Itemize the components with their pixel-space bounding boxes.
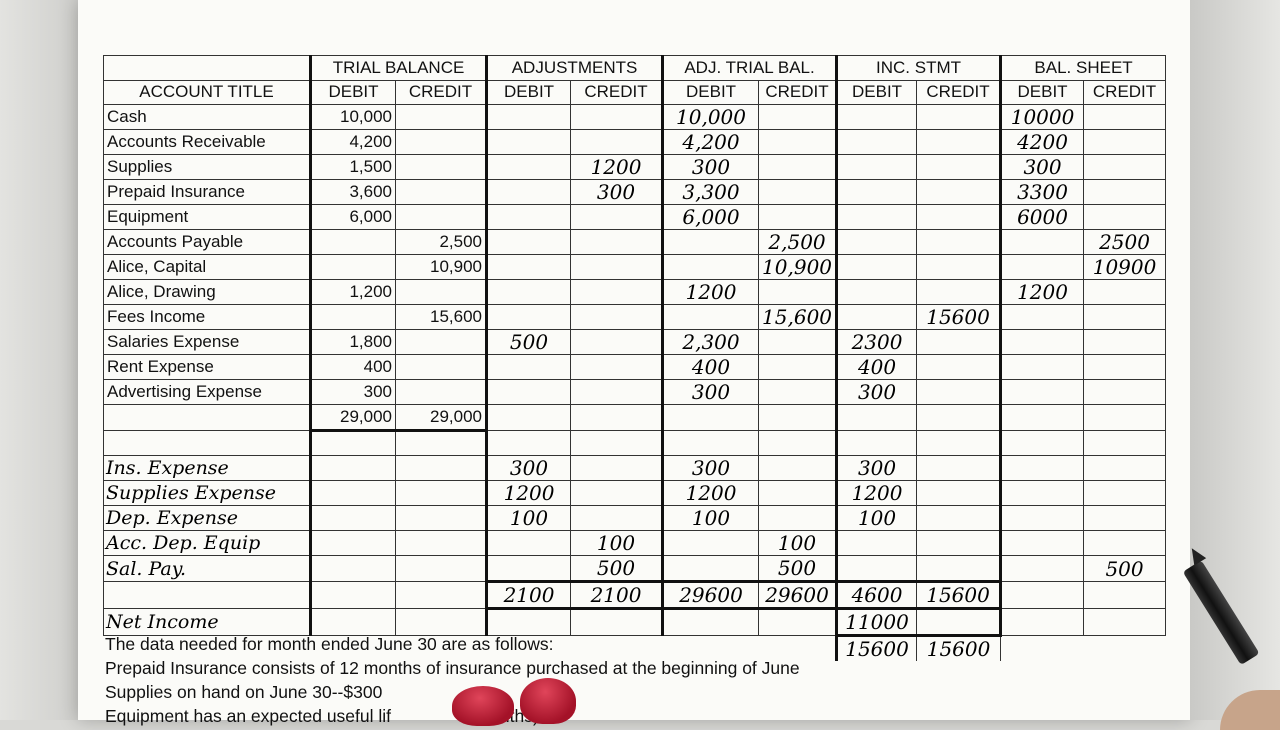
empty-cell [1001,531,1084,556]
blank-title [104,405,311,431]
empty-cell [487,405,571,431]
amount-cell [396,155,487,180]
account-row [104,130,1166,155]
amount-cell [311,305,396,330]
amount-cell [837,280,917,305]
account-title: Alice, Drawing [104,280,311,305]
amount-cell [837,305,917,330]
amount-cell [487,230,571,255]
amount-cell [759,155,837,180]
account-row [104,330,1166,355]
empty-cell [1001,506,1084,531]
amount-cell: 6,000 [311,205,396,230]
empty-cell [571,405,663,431]
amount-cell: 1200 [663,481,759,506]
amount-cell [571,230,663,255]
empty-cell [487,430,571,456]
header-column-row [104,80,1166,105]
adjustment-account-row [104,481,1166,506]
empty-cell [917,506,1001,531]
blank-span [1001,636,1166,662]
fingernail [520,678,576,724]
account-title: Salaries Expense [104,330,311,355]
amount-cell: 1200 [837,481,917,506]
empty-cell [1001,556,1084,582]
account-row [104,380,1166,405]
amount-cell [571,305,663,330]
amount-cell: 1200 [487,481,571,506]
amount-cell: 4200 [1001,130,1084,155]
account-row [104,180,1166,205]
amount-cell: 300 [663,380,759,405]
empty-cell [396,556,487,582]
amount-cell [396,105,487,130]
amount-cell [1084,506,1166,531]
account-title-header: ACCOUNT TITLE [104,80,311,105]
empty-cell [571,430,663,456]
amount-cell [571,380,663,405]
credit-header: CREDIT [759,80,837,105]
amount-cell [1084,531,1166,556]
amount-cell [487,380,571,405]
blank-header-cell [104,56,311,81]
note-line: The data needed for month ended June 30 are as follows: [105,634,554,654]
empty-cell [917,430,1001,456]
amount-cell: 300 [663,456,759,481]
amount-cell [759,506,837,531]
credit-header: CREDIT [571,80,663,105]
account-row [104,105,1166,130]
empty-cell [1084,430,1166,456]
account-row [104,155,1166,180]
net-income-amount: 11000 [837,609,917,636]
amount-cell: 15,600 [759,305,837,330]
amount-cell [571,255,663,280]
amount-cell: 2,500 [759,230,837,255]
amount-cell [837,155,917,180]
amount-cell [1084,456,1166,481]
amount-cell [837,531,917,556]
amount-cell [487,255,571,280]
empty-cell [759,430,837,456]
amount-cell [663,556,759,582]
amount-cell [759,456,837,481]
amount-cell [487,180,571,205]
empty-cell [1084,405,1166,431]
background-left [0,0,78,720]
empty-cell [311,506,396,531]
amount-cell: 500 [487,330,571,355]
amount-cell [837,556,917,582]
amount-cell [311,255,396,280]
amount-cell: 3,600 [311,180,396,205]
amount-cell [571,280,663,305]
amount-cell: 1200 [1001,280,1084,305]
empty-cell [917,556,1001,582]
amount-cell [1084,380,1166,405]
amount-cell: 15,600 [396,305,487,330]
amount-cell: 2500 [1084,230,1166,255]
empty-cell [311,582,396,609]
account-title: Alice, Capital [104,255,311,280]
amount-cell [759,380,837,405]
added-account-title: Dep. Expense [104,506,311,531]
empty-cell [311,556,396,582]
background-right [1190,0,1280,720]
amount-cell: 6000 [1001,205,1084,230]
adjustment-account-row [104,506,1166,531]
amount-cell [1084,155,1166,180]
amount-cell [917,180,1001,205]
amount-cell [487,155,571,180]
amount-cell [487,305,571,330]
empty-cell [1001,430,1084,456]
account-title: Fees Income [104,305,311,330]
amount-cell [917,105,1001,130]
amount-cell [759,280,837,305]
amount-cell: 10,000 [663,105,759,130]
total-cell: 29600 [759,582,837,609]
amount-cell: 1200 [663,280,759,305]
empty-cell [311,430,396,456]
amount-cell [917,255,1001,280]
amount-cell [1001,355,1084,380]
amount-cell [1001,255,1084,280]
empty-cell [917,481,1001,506]
account-row [104,205,1166,230]
added-account-title: Supplies Expense [104,481,311,506]
empty-cell [396,456,487,481]
empty-cell [396,531,487,556]
amount-cell [487,205,571,230]
amount-cell: 500 [759,556,837,582]
amount-cell [663,531,759,556]
amount-cell: 3300 [1001,180,1084,205]
account-row [104,280,1166,305]
amount-cell: 100 [571,531,663,556]
amount-cell: 4,200 [311,130,396,155]
tb-debit-total: 29,000 [311,405,396,431]
added-account-title: Sal. Pay. [104,556,311,582]
worksheet-table [103,55,1166,661]
debit-header: DEBIT [311,80,396,105]
amount-cell [917,330,1001,355]
account-title: Supplies [104,155,311,180]
amount-cell: 100 [759,531,837,556]
amount-cell [396,355,487,380]
note-line: Supplies on hand on June 30--$300 [105,682,383,702]
empty-cell [1084,582,1166,609]
amount-cell: 15600 [917,305,1001,330]
empty-cell [1001,609,1084,636]
amount-cell [571,105,663,130]
empty-cell [396,481,487,506]
amount-cell [1001,330,1084,355]
amount-cell [1084,330,1166,355]
amount-cell [917,280,1001,305]
empty-cell [663,430,759,456]
amount-cell: 300 [1001,155,1084,180]
amount-cell: 300 [311,380,396,405]
empty-cell [917,456,1001,481]
trial-balance-total-row [104,405,1166,431]
amount-cell [1001,380,1084,405]
account-title: Accounts Receivable [104,130,311,155]
amount-cell [396,205,487,230]
amount-cell: 300 [487,456,571,481]
adjustment-account-row [104,556,1166,582]
amount-cell [837,205,917,230]
amount-cell [837,105,917,130]
amount-cell [917,205,1001,230]
amount-cell [759,330,837,355]
blank-title [104,582,311,609]
amount-cell [663,230,759,255]
account-title: Rent Expense [104,355,311,380]
note-line: Prepaid Insurance consists of 12 months of insurance purchased at the beginning of June [105,658,800,678]
empty-cell [396,582,487,609]
amount-cell [917,155,1001,180]
amount-cell [571,205,663,230]
amount-cell [917,130,1001,155]
amount-cell [487,355,571,380]
amount-cell [663,305,759,330]
amount-cell [487,556,571,582]
amount-cell: 1200 [571,155,663,180]
amount-cell [396,280,487,305]
amount-cell [917,230,1001,255]
amount-cell [837,180,917,205]
empty-cell [311,481,396,506]
empty-cell [1084,609,1166,636]
amount-cell: 4,200 [663,130,759,155]
account-title: Advertising Expense [104,380,311,405]
amount-cell: 300 [571,180,663,205]
credit-header: CREDIT [396,80,487,105]
amount-cell: 300 [837,380,917,405]
account-row [104,230,1166,255]
account-title: Equipment [104,205,311,230]
amount-cell: 500 [571,556,663,582]
empty-cell [396,506,487,531]
empty-cell [917,405,1001,431]
total-cell: 15600 [917,582,1001,609]
account-row [104,355,1166,380]
blank-row [104,430,1166,456]
final-debit-total: 15600 [837,636,917,662]
amount-cell [487,531,571,556]
amount-cell [396,330,487,355]
amount-cell: 2300 [837,330,917,355]
debit-header: DEBIT [487,80,571,105]
adjustment-account-row [104,456,1166,481]
amount-cell [759,130,837,155]
adjustment-account-row [104,531,1166,556]
amount-cell [837,230,917,255]
amount-cell: 1,800 [311,330,396,355]
amount-cell: 500 [1084,556,1166,582]
amount-cell [571,506,663,531]
account-row [104,305,1166,330]
group-header: ADJUSTMENTS [487,56,663,81]
amount-cell: 2,500 [396,230,487,255]
amount-cell [571,130,663,155]
empty-cell [1001,582,1084,609]
empty-cell [1001,456,1084,481]
amount-cell: 10,900 [396,255,487,280]
credit-header: CREDIT [917,80,1001,105]
amount-cell: 300 [663,155,759,180]
amount-cell [1084,481,1166,506]
amount-cell [396,380,487,405]
amount-cell [1084,180,1166,205]
added-account-title: Ins. Expense [104,456,311,481]
amount-cell [571,456,663,481]
total-cell: 2100 [571,582,663,609]
added-account-title: Acc. Dep. Equip [104,531,311,556]
debit-header: DEBIT [837,80,917,105]
total-cell: 4600 [837,582,917,609]
group-header: INC. STMT [837,56,1001,81]
amount-cell: 10,000 [311,105,396,130]
total-cell: 2100 [487,582,571,609]
amount-cell [1084,205,1166,230]
amount-cell [487,130,571,155]
amount-cell [759,180,837,205]
amount-cell: 1,500 [311,155,396,180]
amount-cell [487,105,571,130]
amount-cell [759,205,837,230]
empty-cell [663,405,759,431]
amount-cell [837,255,917,280]
final-credit-total: 15600 [917,636,1001,662]
amount-cell [759,105,837,130]
empty-cell [837,405,917,431]
amount-cell [917,355,1001,380]
amount-cell [396,180,487,205]
empty-cell [311,531,396,556]
total-cell: 29600 [663,582,759,609]
amount-cell: 3,300 [663,180,759,205]
empty-cell [1001,405,1084,431]
note-line: Equipment has an expected useful lif [105,706,392,726]
empty-cell [311,456,396,481]
group-header: TRIAL BALANCE [311,56,487,81]
account-row [104,255,1166,280]
amount-cell: 10900 [1084,255,1166,280]
net-income-label: Net Income [104,609,311,636]
amount-cell: 10,900 [759,255,837,280]
blank-title [104,430,311,456]
amount-cell [487,280,571,305]
amount-cell [571,355,663,380]
amount-cell [1001,305,1084,330]
amount-cell: 6,000 [663,205,759,230]
amount-cell [1001,230,1084,255]
empty-cell [917,531,1001,556]
account-title: Cash [104,105,311,130]
amount-cell [1084,280,1166,305]
credit-header: CREDIT [1084,80,1166,105]
empty-cell [396,430,487,456]
amount-cell: 100 [487,506,571,531]
group-header: ADJ. TRIAL BAL. [663,56,837,81]
tb-credit-total: 29,000 [396,405,487,431]
account-title: Prepaid Insurance [104,180,311,205]
amount-cell: 100 [663,506,759,531]
amount-cell: 300 [837,456,917,481]
amount-cell [663,255,759,280]
amount-cell [1084,355,1166,380]
amount-cell: 2,300 [663,330,759,355]
fingernail [452,686,514,726]
debit-header: DEBIT [663,80,759,105]
amount-cell [1084,130,1166,155]
amount-cell [759,481,837,506]
amount-cell [1084,305,1166,330]
amount-cell: 400 [663,355,759,380]
amount-cell: 100 [837,506,917,531]
amount-cell [759,355,837,380]
amount-cell [571,330,663,355]
amount-cell [311,230,396,255]
amount-cell: 10000 [1001,105,1084,130]
amount-cell: 400 [311,355,396,380]
debit-header: DEBIT [1001,80,1084,105]
amount-cell [571,481,663,506]
header-group-row [104,56,1166,81]
column-totals-row [104,582,1166,609]
amount-cell [837,130,917,155]
group-header: BAL. SHEET [1001,56,1166,81]
amount-cell [396,130,487,155]
account-title: Accounts Payable [104,230,311,255]
amount-cell: 400 [837,355,917,380]
empty-cell [759,405,837,431]
amount-cell [917,380,1001,405]
empty-cell [1001,481,1084,506]
empty-cell [837,430,917,456]
amount-cell [1084,105,1166,130]
amount-cell: 1,200 [311,280,396,305]
